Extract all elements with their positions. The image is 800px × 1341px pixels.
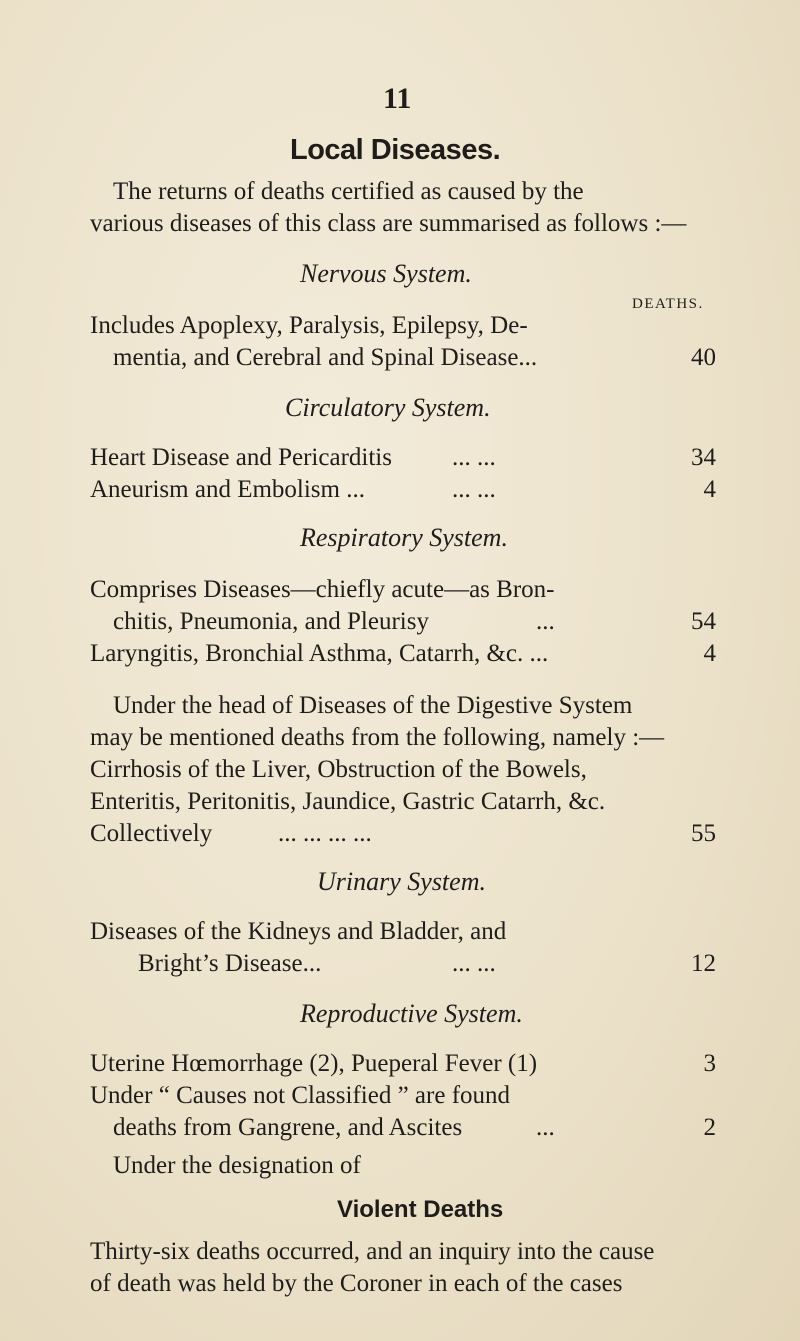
digestive-deaths: 55 [691, 820, 716, 847]
respiratory-heading: Respiratory System. [300, 523, 508, 552]
unclassified-line-1: Under “ Causes not Classified ” are found [90, 1082, 511, 1109]
violent-deaths-heading: Violent Deaths [337, 1196, 504, 1223]
unclassified-line-2: deaths from Gangrene, and Ascites [113, 1114, 463, 1141]
digestive-line-4: Enteritis, Peritonitis, Jaundice, Gastric Catarrh, &c. [90, 788, 606, 815]
nervous-line-1: Includes Apoplexy, Paralysis, Epilepsy, De- [90, 312, 528, 339]
intro-line-2: various diseases of this class are summarised as follows :— [90, 210, 687, 237]
unclassified-dots: ... [536, 1114, 555, 1141]
respiratory-deaths-1: 54 [691, 608, 716, 635]
digestive-line-2: may be mentioned deaths from the following, namely :— [90, 724, 665, 751]
closing-line-1: Thirty-six deaths occurred, and an inquiry into the cause [90, 1238, 655, 1265]
circulatory-row1-label: Heart Disease and Pericarditis [90, 444, 392, 471]
respiratory-line-2: chitis, Pneumonia, and Pleurisy [113, 608, 429, 635]
digestive-collectively: Collectively [90, 820, 213, 847]
designation-line: Under the designation of [113, 1152, 361, 1179]
digestive-line-3: Cirrhosis of the Liver, Obstruction of the Bowels, [90, 756, 587, 783]
respiratory-row2-label: Laryngitis, Bronchial Asthma, Catarrh, &c. ... [90, 640, 549, 667]
digestive-line-1: Under the head of Diseases of the Digestive System [113, 692, 633, 719]
respiratory-dots-1: ... [536, 608, 555, 635]
urinary-line-2: Bright’s Disease... [138, 950, 322, 977]
respiratory-line-1: Comprises Diseases—chiefly acute—as Bron- [90, 576, 555, 603]
urinary-line-1: Diseases of the Kidneys and Bladder, and [90, 918, 507, 945]
closing-line-2: of death was held by the Coroner in each of the cases [90, 1270, 623, 1297]
reproductive-heading: Reproductive System. [300, 999, 523, 1028]
intro-line-1: The returns of deaths certified as caused by the [113, 178, 584, 205]
nervous-line-2: mentia, and Cerebral and Spinal Disease... [113, 344, 538, 371]
reproductive-deaths: 3 [703, 1050, 716, 1077]
circulatory-row1-dots: ... ... [452, 444, 496, 471]
urinary-deaths: 12 [691, 950, 716, 977]
circulatory-row1-deaths: 34 [691, 444, 716, 471]
reproductive-line: Uterine Hœmorrhage (2), Pueperal Fever (1) [90, 1050, 538, 1077]
urinary-dots: ... ... [452, 950, 496, 977]
digestive-dots: ... ... ... ... [278, 820, 372, 847]
respiratory-row2-deaths: 4 [703, 640, 716, 667]
circulatory-row2-label: Aneurism and Embolism ... [90, 476, 365, 503]
unclassified-deaths: 2 [703, 1114, 716, 1141]
deaths-column-header: DEATHS. [632, 296, 704, 312]
nervous-heading: Nervous System. [300, 259, 472, 288]
page-number: 11 [383, 82, 412, 115]
circulatory-row2-deaths: 4 [703, 476, 716, 503]
circulatory-row2-dots: ... ... [452, 476, 496, 503]
page-title: Local Diseases. [290, 134, 501, 166]
circulatory-heading: Circulatory System. [285, 393, 491, 422]
urinary-heading: Urinary System. [317, 867, 486, 896]
nervous-deaths: 40 [691, 344, 716, 371]
